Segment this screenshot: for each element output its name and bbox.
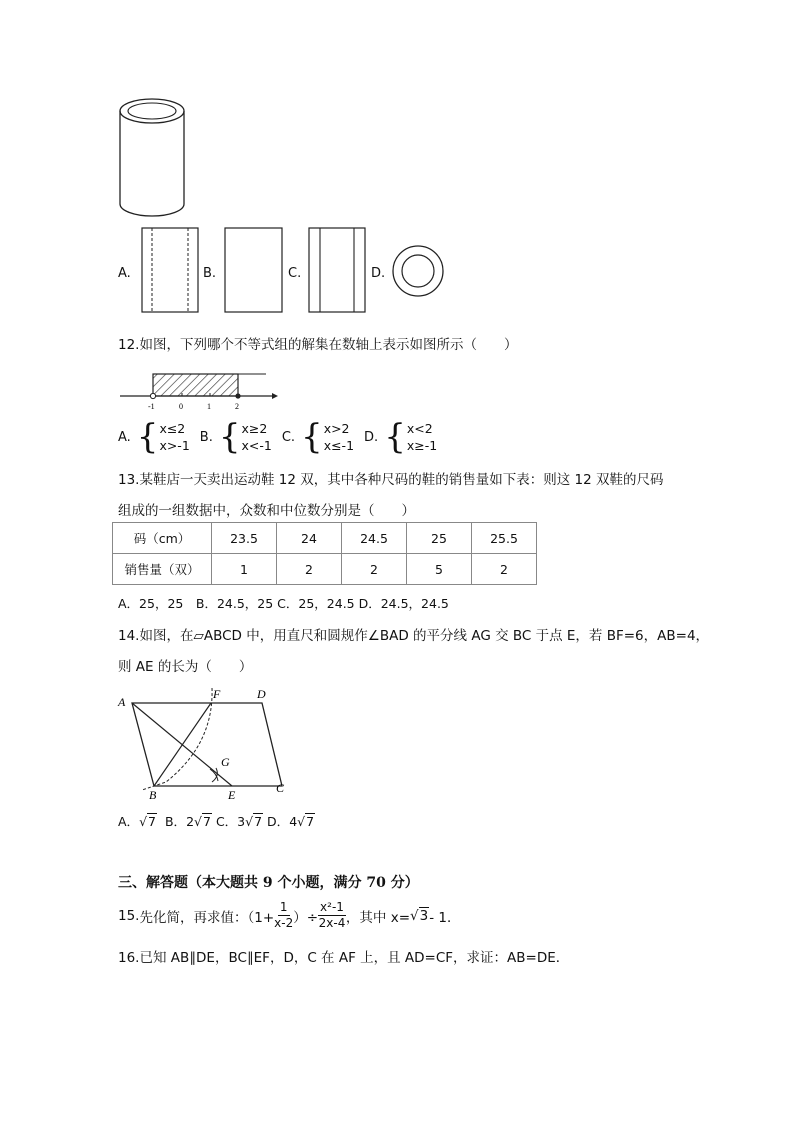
q12-option-b-line1: x≥2 xyxy=(241,421,268,436)
q14-option-b-coef: 2 xyxy=(186,813,195,829)
q12-option-c: { x>2 x≤-1 xyxy=(301,417,355,457)
sqrt-icon: √ xyxy=(194,813,202,829)
q14-text-line2: 则 AE 的长为（ ） xyxy=(118,659,253,675)
q11-option-b-figure xyxy=(224,227,284,315)
q13-stem-line2 xyxy=(118,499,415,519)
table-cell: 23.5 xyxy=(212,523,277,554)
sqrt-icon: √ xyxy=(245,813,254,829)
parallelogram-figure xyxy=(114,684,294,804)
axis-tick-neg1: -1 xyxy=(148,402,155,411)
q14-text-line1: 如图，在▱ABCD 中，用直尺和圆规作∠BAD 的平分线 AG 交 BC 于点 E，若 BF=6，AB=4， xyxy=(139,628,710,644)
table-row xyxy=(113,554,537,585)
table-header-size: 码（cm） xyxy=(113,523,212,554)
axis-tick-1: 1 xyxy=(207,402,211,411)
q15-number: 15. xyxy=(118,907,140,924)
q15-mid: ）÷ xyxy=(293,909,319,926)
q12-option-a-line1: x≤2 xyxy=(159,421,186,436)
q11-option-c-figure xyxy=(308,227,368,315)
table-row xyxy=(113,523,537,554)
q12-option-d-label: D. xyxy=(364,429,379,445)
q15-frac2-num: x²-1 xyxy=(320,900,344,914)
q14-option-c-label: C． xyxy=(215,814,238,829)
label-e: E xyxy=(228,788,236,802)
sqrt-icon: √ xyxy=(410,907,419,924)
q12-option-b-label: B. xyxy=(199,429,213,445)
axis-tick-2: 2 xyxy=(235,402,239,411)
q12-option-d-line2: x≥-1 xyxy=(406,438,438,453)
q12-option-a-line2: x>-1 xyxy=(159,438,190,453)
table-cell: 25 xyxy=(407,523,472,554)
sqrt-icon: √ xyxy=(297,813,306,829)
label-c: C xyxy=(276,781,285,795)
q14-option-a-label: A． xyxy=(118,814,140,829)
q11-option-d-label: D. xyxy=(371,266,386,281)
axis-tick-0: 0 xyxy=(179,402,183,411)
q15-fraction-1 xyxy=(274,900,293,931)
label-b: B xyxy=(149,788,157,802)
q12-number: 12. xyxy=(118,337,140,353)
q14-option-d-coef: 4 xyxy=(289,813,298,829)
q15-suffix-b: - 1． xyxy=(429,909,461,926)
q13-text-line1: 某鞋店一天卖出运动鞋 12 双，其中各种尺码的鞋的销售量如下表：则这 12 双鞋的尺码 xyxy=(139,472,664,488)
table-cell: 24.5 xyxy=(342,523,407,554)
table-cell: 5 xyxy=(407,554,472,585)
table-cell: 2 xyxy=(472,554,537,585)
label-f: F xyxy=(213,687,221,701)
q12-option-c-line1: x>2 xyxy=(323,421,350,436)
table-cell: 1 xyxy=(212,554,277,585)
q14-option-c-coef: 3 xyxy=(237,813,246,829)
q15-suffix-a: ，其中 x= xyxy=(345,909,411,926)
q12-options xyxy=(118,417,438,457)
shoe-size-table xyxy=(112,522,537,585)
q14-option-b-label: B． xyxy=(164,814,187,829)
label-a: A xyxy=(118,695,126,709)
table-cell: 2 xyxy=(342,554,407,585)
q12-option-a-label: A. xyxy=(118,429,131,445)
q12-option-a: { x≤2 x>-1 xyxy=(136,417,190,457)
label-d: D xyxy=(257,687,266,701)
q14-option-d-label: D． xyxy=(267,814,290,829)
q11-option-a-label: A. xyxy=(118,266,131,281)
q11-option-d-figure xyxy=(390,243,446,299)
number-line-figure xyxy=(118,362,278,414)
q14-option-c-rad: 7 xyxy=(254,814,263,829)
sqrt-icon: √ xyxy=(139,813,148,829)
q15-stem xyxy=(118,900,460,931)
q11-option-a-figure xyxy=(141,227,201,315)
q14-number: 14. xyxy=(118,628,140,644)
table-header-count: 销售量（双） xyxy=(113,554,212,585)
q12-option-c-line2: x≤-1 xyxy=(323,438,355,453)
section-heading: 三、解答题（本大题共 9 个小题，满分 70 分） xyxy=(118,875,419,891)
q16-stem xyxy=(118,946,569,966)
q13-options: A．25，25 B．24.5，25 C．25，24.5 D．24.5，24.5 xyxy=(118,596,449,611)
q12-option-b-line2: x<-1 xyxy=(241,438,272,453)
q14-option-b-rad: 7 xyxy=(202,814,211,829)
q14-option-a-rad: 7 xyxy=(148,814,156,829)
q14-stem-line1 xyxy=(118,624,709,644)
q12-text: 如图，下列哪个不等式组的解集在数轴上表示如图所示（ ） xyxy=(139,337,518,353)
q12-stem xyxy=(118,333,517,353)
q15-prefix: 先化简，再求值：（1+ xyxy=(139,909,275,926)
cylinder-figure xyxy=(115,96,193,218)
q11-option-c-label: C. xyxy=(288,266,302,281)
q13-number: 13. xyxy=(118,472,140,488)
table-cell: 25.5 xyxy=(472,523,537,554)
table-cell: 2 xyxy=(277,554,342,585)
q12-option-d-line1: x<2 xyxy=(406,421,433,436)
q14-stem-line2 xyxy=(118,655,252,675)
q14-option-d-rad: 7 xyxy=(306,814,315,829)
q16-text: 已知 AB∥DE，BC∥EF，D，C 在 AF 上，且 AD=CF，求证：AB=DE． xyxy=(139,950,570,966)
q12-option-c-label: C. xyxy=(281,429,296,445)
table-cell: 24 xyxy=(277,523,342,554)
q15-frac1-num: 1 xyxy=(279,900,288,914)
q11-option-b-label: B. xyxy=(203,266,217,281)
q13-text-line2: 组成的一组数据中，众数和中位数分别是（ ） xyxy=(118,503,415,519)
q15-frac1-den: x-2 xyxy=(274,916,294,930)
q15-frac2-den: 2x-4 xyxy=(318,916,346,930)
q16-number: 16. xyxy=(118,950,140,966)
q12-option-b: { x≥2 x<-1 xyxy=(218,417,272,457)
q15-rad: 3 xyxy=(419,908,429,924)
label-g: G xyxy=(221,755,230,769)
q14-options xyxy=(118,812,315,830)
q13-stem-line1 xyxy=(118,468,664,488)
q15-fraction-2 xyxy=(318,900,346,931)
q12-option-d: { x<2 x≥-1 xyxy=(384,417,438,457)
